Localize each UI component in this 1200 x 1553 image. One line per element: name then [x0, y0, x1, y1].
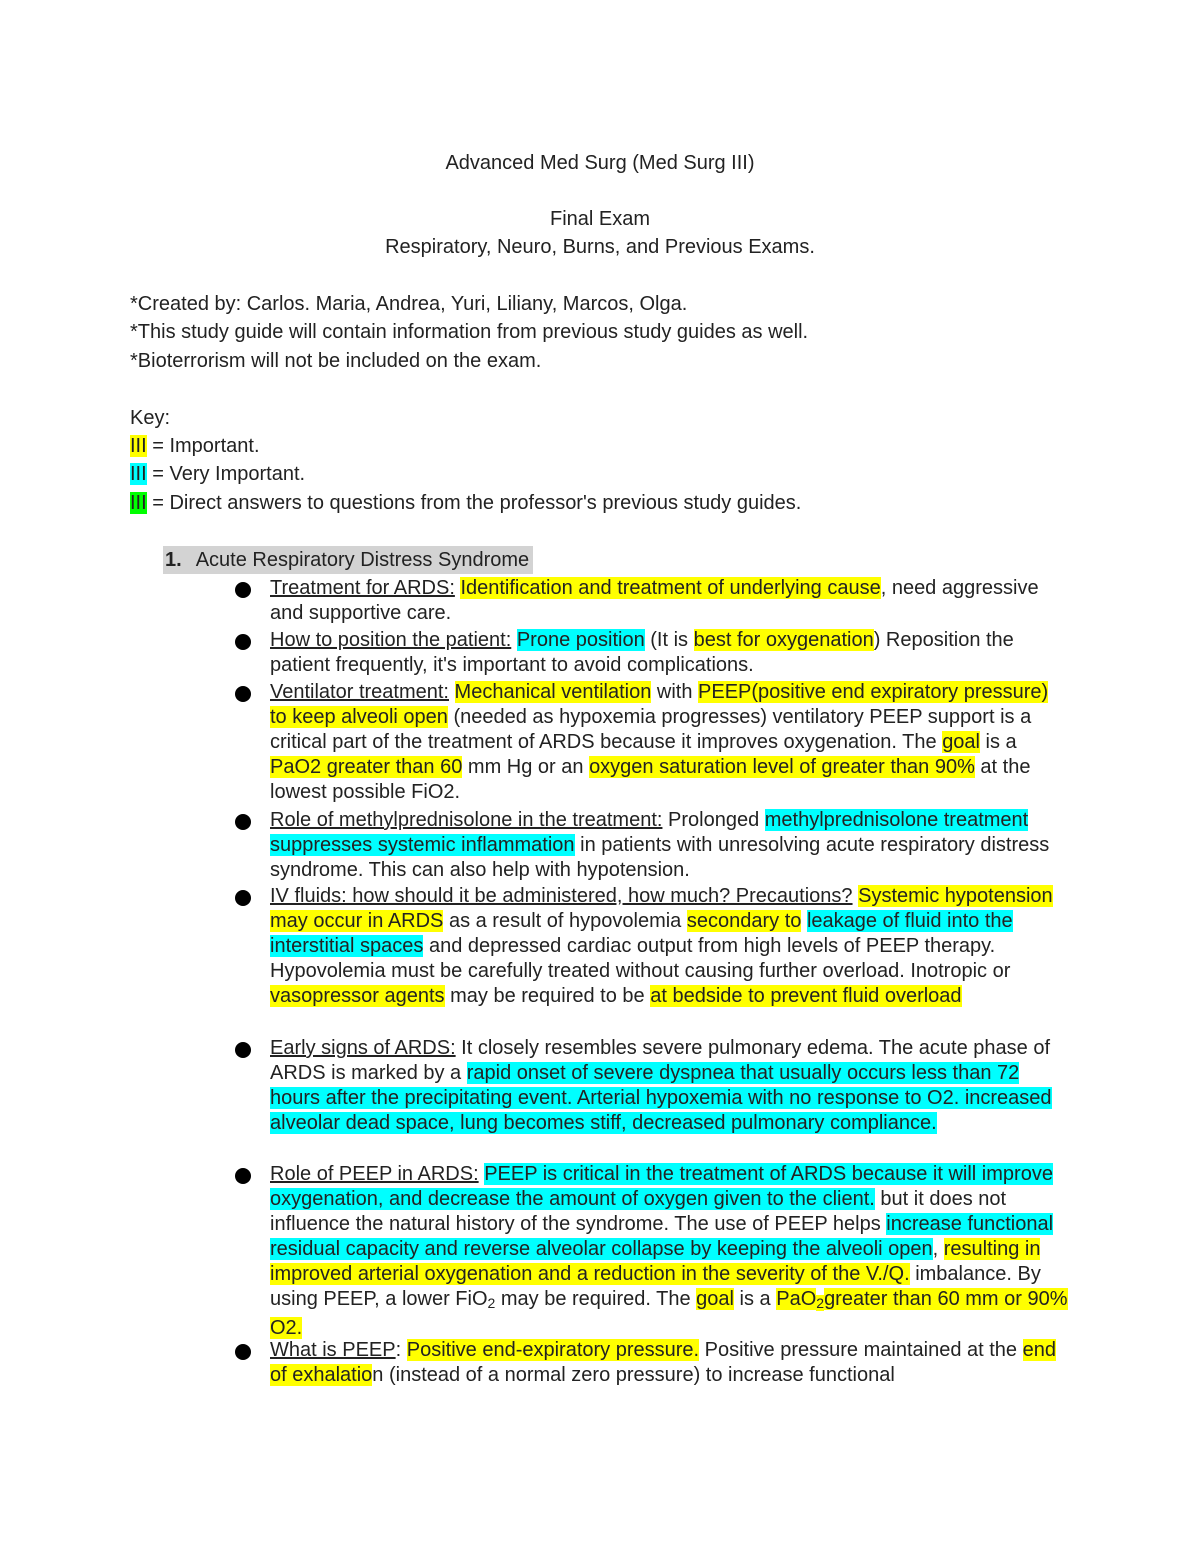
bullet-item [270, 1162, 1070, 1341]
doc-exam: Final Exam [549, 208, 651, 230]
body-text: (It is [644, 629, 694, 651]
highlighted-text: goal [942, 731, 980, 753]
highlighted-text: greater than 60 mm or 90% O2. [270, 1288, 1068, 1339]
body-text: may be required. The [495, 1288, 697, 1310]
body-text: (needed as hypoxemia progresses) ventilatory PEEP support is a critical part of the treatment of ARDS because it improves oxygenation. The [270, 706, 1032, 753]
highlighted-text: PEEP is critical in the treatment of ARDS because it will improve oxygenation, and decrease the amount of oxygen given to the client. [270, 1163, 1053, 1210]
doc-title: Advanced Med Surg (Med Surg III) [445, 152, 755, 174]
body-text: is a [733, 1288, 777, 1310]
key-text: = Direct answers to questions from the professor's previous study guides. [146, 492, 802, 514]
bullet-icon [235, 1344, 251, 1360]
note-previous-guides: *This study guide will contain information from previous study guides as well. [130, 321, 809, 343]
bullet-icon [235, 1168, 251, 1184]
section-title: Acute Respiratory Distress Syndrome [195, 549, 530, 571]
bullet-icon [235, 582, 251, 598]
bullet-label: IV fluids: how should it be administered, how much? Precautions? [270, 885, 853, 907]
bullet-label: Early signs of ARDS: [270, 1037, 456, 1059]
key-mark-yellow: III [130, 435, 147, 457]
created-by: *Created by: Carlos. Maria, Andrea, Yuri, Liliany, Marcos, Olga. [130, 293, 688, 315]
bullet-item [270, 680, 1070, 805]
body-text: Positive pressure maintained at the [699, 1339, 1023, 1361]
highlighted-text: resulting in improved arterial oxygenation and a reduction in the severity of the V./Q. [270, 1238, 1041, 1285]
body-text: in patients with unresolving acute respiratory distress syndrome. This can also help with hypotension. [270, 834, 1050, 881]
bullet-label: Role of methylprednisolone in the treatment: [270, 809, 663, 831]
key-label: Key: [130, 407, 171, 429]
bullet-label: What is PEEP [270, 1339, 396, 1361]
body-text: ) Reposition the patient frequently, it's important to avoid complications. [270, 629, 1014, 676]
highlighted-text: goal [696, 1288, 734, 1310]
highlighted-text: vasopressor agents [270, 985, 445, 1007]
bullet-icon [235, 814, 251, 830]
body-text: is a [980, 731, 1017, 753]
highlighted-text: 2 [816, 1295, 825, 1311]
key-very-important [130, 460, 305, 488]
body-text: , need aggressive and supportive care. [270, 577, 1039, 624]
body-text: but it does not influence the natural history of the syndrome. The use of PEEP helps [270, 1188, 1007, 1235]
body-text: may be required to be [444, 985, 651, 1007]
body-text: Prolonged [662, 809, 765, 831]
highlighted-text: secondary to [686, 910, 802, 932]
key-direct-answers [130, 489, 801, 517]
bullet-label: Treatment for ARDS: [270, 577, 455, 599]
key-mark-green: III [130, 492, 147, 514]
highlighted-text: Positive end-expiratory pressure. [406, 1339, 700, 1361]
body-text: , [932, 1238, 944, 1260]
note-bioterrorism: *Bioterrorism will not be included on the exam. [130, 350, 542, 372]
body-text: imbalance. By using PEEP, a lower FiO [270, 1263, 1041, 1310]
highlighted-text: PaO [776, 1288, 817, 1310]
body-text: 2 [487, 1295, 496, 1311]
highlighted-text: Prone position [516, 629, 645, 651]
highlighted-text: PEEP(positive end expiratory pressure) to keep alveoli open [270, 681, 1049, 728]
body-text: with [651, 681, 699, 703]
highlighted-text: best for oxygenation [693, 629, 874, 651]
body-text [511, 629, 517, 651]
highlighted-text: at bedside to prevent fluid overload [650, 985, 962, 1007]
bullet-icon [235, 1042, 251, 1058]
key-text: = Important. [146, 435, 260, 457]
highlighted-text: rapid onset of severe dyspnea that usually occurs less than 72 hours after the precipitating event. Arterial hypoxemia with no response to O2. increased alveolar dead space, lung becomes stiff, decreased pulmonary compliance. [270, 1062, 1052, 1134]
highlighted-text: end of exhalatio [270, 1339, 1056, 1386]
body-text: n (instead of a normal zero pressure) to increase functional [372, 1364, 895, 1386]
highlighted-text: methylprednisolone treatment suppresses systemic inflammation [270, 809, 1029, 856]
bullet-icon [235, 634, 251, 650]
key-important [130, 432, 260, 460]
body-text: It closely resembles severe pulmonary edema. The acute phase of ARDS is marked by a [270, 1037, 1051, 1084]
bullet-item [270, 1036, 1070, 1136]
bullet-item [270, 808, 1070, 883]
body-text [449, 681, 455, 703]
highlighted-text: Mechanical ventilation [454, 681, 652, 703]
bullet-label: How to position the patient: [270, 629, 512, 651]
bullet-label: Ventilator treatment: [270, 681, 449, 703]
bullet-icon [235, 890, 251, 906]
highlighted-text: leakage of fluid into the interstitial spaces [270, 910, 1013, 957]
body-text: and depressed cardiac output from high levels of PEEP therapy. Hypovolemia must be carefully treated without causing further overload. Inotropic or [270, 935, 1011, 982]
bullet-item [270, 628, 1070, 678]
section-number: 1. [165, 549, 182, 571]
highlighted-text: increase functional residual capacity and reverse alveolar collapse by keeping the alveoli open [270, 1213, 1054, 1260]
body-text: mm Hg or an [462, 756, 590, 778]
key-text: = Very Important. [146, 463, 306, 485]
highlighted-text: Identification and treatment of underlying cause [460, 577, 881, 599]
bullet-label: Role of PEEP in ARDS: [270, 1163, 479, 1185]
bullet-item [270, 576, 1070, 626]
highlighted-text: oxygen saturation level of greater than 90% [589, 756, 975, 778]
highlighted-text: PaO2 greater than 60 [270, 756, 463, 778]
key-mark-cyan: III [130, 463, 147, 485]
body-text: as a result of hypovolemia [443, 910, 687, 932]
body-text: : [395, 1339, 407, 1361]
bullet-icon [235, 686, 251, 702]
bullet-item [270, 884, 1070, 1009]
body-text: at the lowest possible FiO2. [270, 756, 1031, 803]
bullet-item [270, 1338, 1070, 1388]
doc-subtitle: Respiratory, Neuro, Burns, and Previous Exams. [385, 236, 815, 258]
section-heading [163, 546, 533, 574]
highlighted-text: Systemic hypotension may occur in ARDS [270, 885, 1053, 932]
